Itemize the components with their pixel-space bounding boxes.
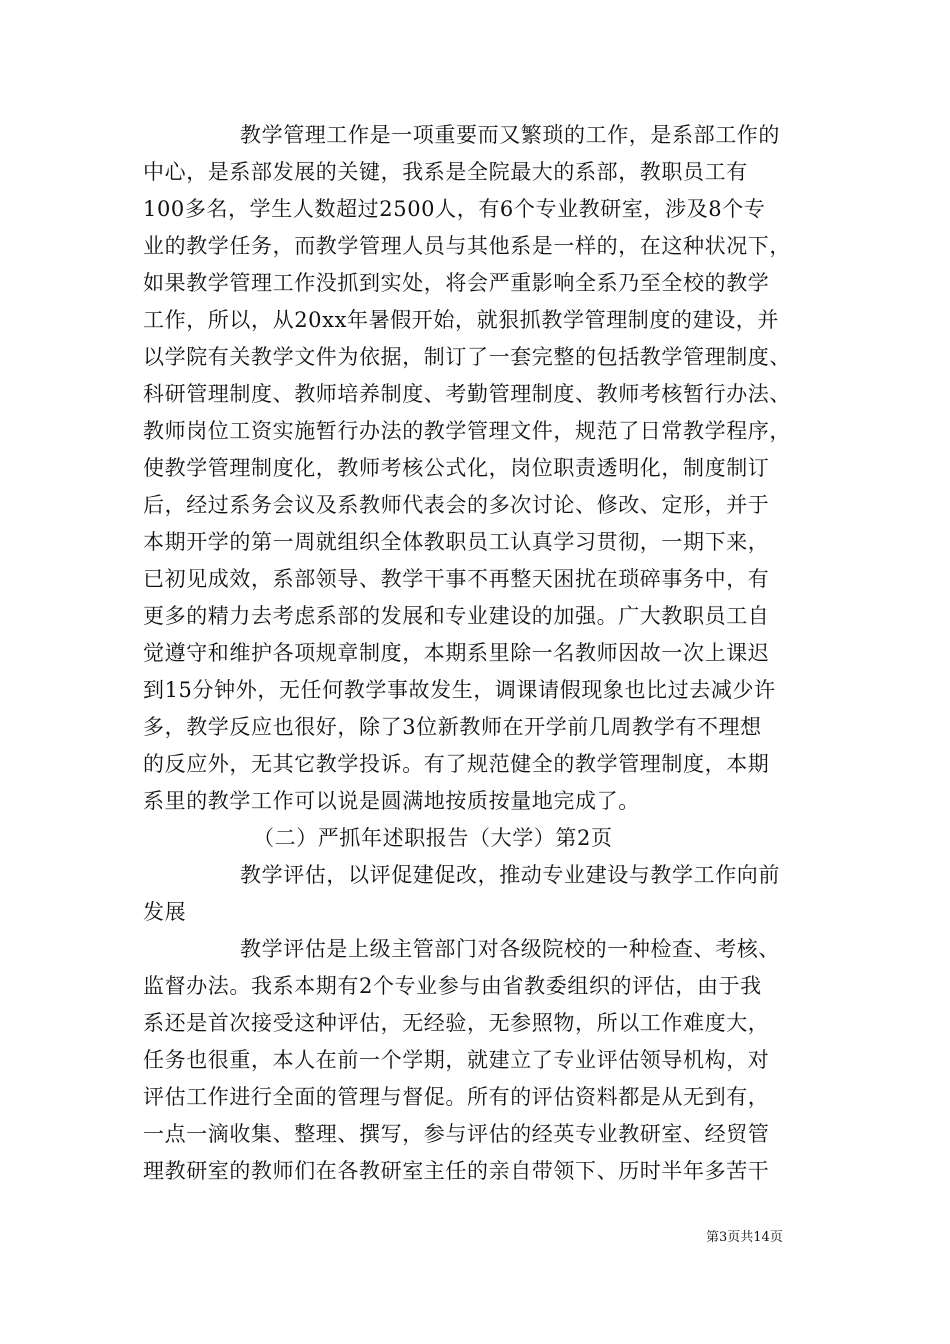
paragraph2-line: 任务也很重，本人在前一个学期，就建立了专业评估领导机构，对 <box>143 1048 770 1072</box>
paragraph2-line: 监督办法。我系本期有2个专业参与由省教委组织的评估，由于我 <box>143 974 762 998</box>
paragraph1-line: 以学院有关教学文件为依据，制订了一套完整的包括教学管理制度、 <box>143 345 791 369</box>
paragraph1-line: 更多的精力去考虑系部的发展和专业建设的加强。广大教职员工自 <box>143 604 770 628</box>
paragraph2-line: 系还是首次接受这种评估，无经验，无参照物，所以工作难度大， <box>143 1011 770 1035</box>
paragraph1-line: 中心，是系部发展的关键，我系是全院最大的系部，教职员工有 <box>143 160 748 184</box>
paragraph1-line: 已初见成效，系部领导、教学干事不再整天困扰在琐碎事务中，有 <box>143 567 770 591</box>
paragraph2-line: 教学评估是上级主管部门对各级院校的一种检查、考核、 <box>240 937 780 961</box>
paragraph1-line: 系里的教学工作可以说是圆满地按质按量地完成了。 <box>143 789 640 813</box>
paragraph1-line: 100多名，学生人数超过2500人，有6个专业教研室，涉及8个专 <box>143 197 766 221</box>
paragraph1-line: 后，经过系务会议及系教师代表会的多次讨论、修改、定形，并于 <box>143 493 770 517</box>
paragraph2-line: 理教研室的教师们在各教研室主任的亲自带领下、历时半年多苦干 <box>143 1159 770 1183</box>
paragraph1-line: 本期开学的第一周就组织全体教职员工认真学习贯彻，一期下来， <box>143 530 770 554</box>
paragraph1-line: 多，教学反应也很好，除了3位新教师在开学前几周教学有不理想 <box>143 715 762 739</box>
paragraph1-line: 如果教学管理工作没抓到实处，将会严重影响全系乃至全校的教学 <box>143 271 770 295</box>
paragraph2-line: 评估工作进行全面的管理与督促。所有的评估资料都是从无到有， <box>143 1085 770 1109</box>
subheading-line: 教学评估，以评促建促改，推动专业建设与教学工作向前 <box>240 863 780 887</box>
paragraph2-line: 一点一滴收集、整理、撰写，参与评估的经英专业教研室、经贸管 <box>143 1122 770 1146</box>
section-heading: （二）严抓年述职报告（大学）第2页 <box>253 826 613 850</box>
paragraph1-line: 科研管理制度、教师培养制度、考勤管理制度、教师考核暂行办法、 <box>143 382 791 406</box>
subheading-line: 发展 <box>143 900 187 924</box>
paragraph1-line: 工作，所以，从20xx年暑假开始，就狠抓教学管理制度的建设，并 <box>143 308 780 332</box>
paragraph1-line: 教学管理工作是一项重要而又繁琐的工作，是系部工作的 <box>240 123 780 147</box>
paragraph1-line: 到15分钟外，无任何教学事故发生，调课请假现象也比过去减少许 <box>143 678 776 702</box>
paragraph1-line: 的反应外，无其它教学投诉。有了规范健全的教学管理制度，本期 <box>143 752 770 776</box>
paragraph1-line: 使教学管理制度化，教师考核公式化，岗位职责透明化，制度制订 <box>143 456 770 480</box>
paragraph1-line: 教师岗位工资实施暂行办法的教学管理文件，规范了日常教学程序， <box>143 419 791 443</box>
page-number-footer: 第3页共14页 <box>706 1230 783 1245</box>
paragraph1-line: 觉遵守和维护各项规章制度，本期系里除一名教师因故一次上课迟 <box>143 641 770 665</box>
paragraph1-line: 业的教学任务，而教学管理人员与其他系是一样的，在这种状况下， <box>143 234 791 258</box>
